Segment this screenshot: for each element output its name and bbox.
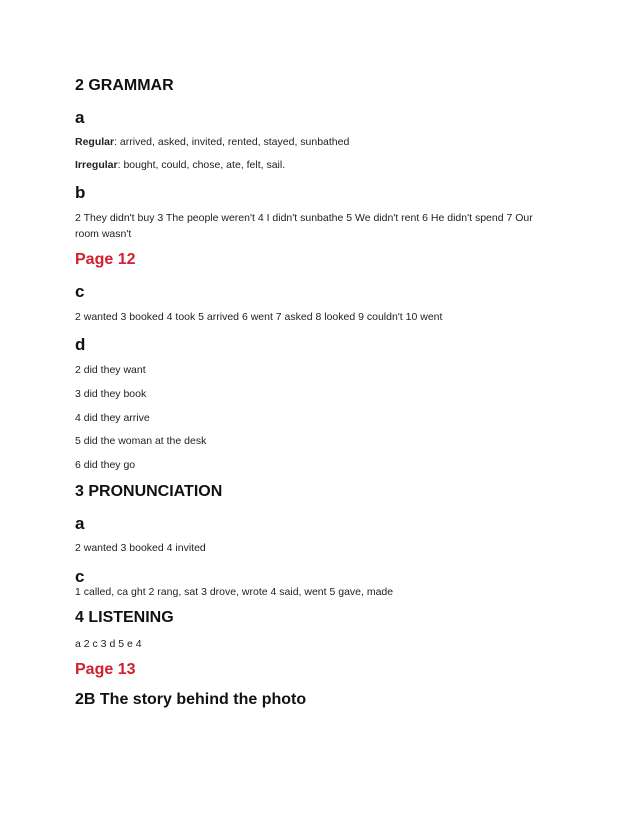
page-13-heading: Page 13: [75, 661, 136, 678]
irregular-text: : bought, could, chose, ate, felt, sail.: [117, 159, 286, 171]
pronunciation-c-text: 1 called, ca ght 2 rang, sat 3 drove, wrote 4 said, went 5 gave, made: [75, 586, 394, 598]
regular-text: : arrived, asked, invited, rented, stayed, sunbathed: [114, 136, 350, 148]
pronunciation-heading: 3 PRONUNCIATION: [75, 483, 223, 500]
listening-heading: 4 LISTENING: [75, 609, 174, 626]
page12-c-text: 2 wanted 3 booked 4 took 5 arrived 6 went 7 asked 8 looked 9 couldn't 10 went: [75, 311, 443, 323]
pronunciation-a-text: 2 wanted 3 booked 4 invited: [75, 542, 206, 554]
listening-text: a 2 c 3 d 5 e 4: [75, 638, 142, 650]
d-item: 3 did they book: [75, 388, 147, 400]
d-item: 4 did they arrive: [75, 412, 150, 424]
page-12-heading: Page 12: [75, 251, 136, 268]
page12-d-label: d: [75, 335, 86, 354]
pronunciation-c-label: c: [75, 567, 85, 586]
d-item: 2 did they want: [75, 364, 146, 376]
grammar-a-label: a: [75, 108, 85, 127]
grammar-b-text: 2 They didn't buy 3 The people weren't 4 I didn't sunbathe 5 We didn't rent 6 He didn't spend 7 Our room wasn't: [75, 212, 533, 240]
d-item: 6 did they go: [75, 459, 136, 471]
grammar-heading: 2 GRAMMAR: [75, 77, 174, 94]
pronunciation-a-label: a: [75, 514, 85, 533]
grammar-b-label: b: [75, 183, 86, 202]
regular-label: Regular: [75, 136, 115, 148]
d-item: 5 did the woman at the desk: [75, 435, 207, 447]
page12-c-label: c: [75, 282, 85, 301]
irregular-label: Irregular: [75, 159, 118, 171]
story-heading: 2B The story behind the photo: [75, 691, 307, 708]
irregular-line: [75, 159, 285, 171]
regular-line: [75, 136, 349, 148]
